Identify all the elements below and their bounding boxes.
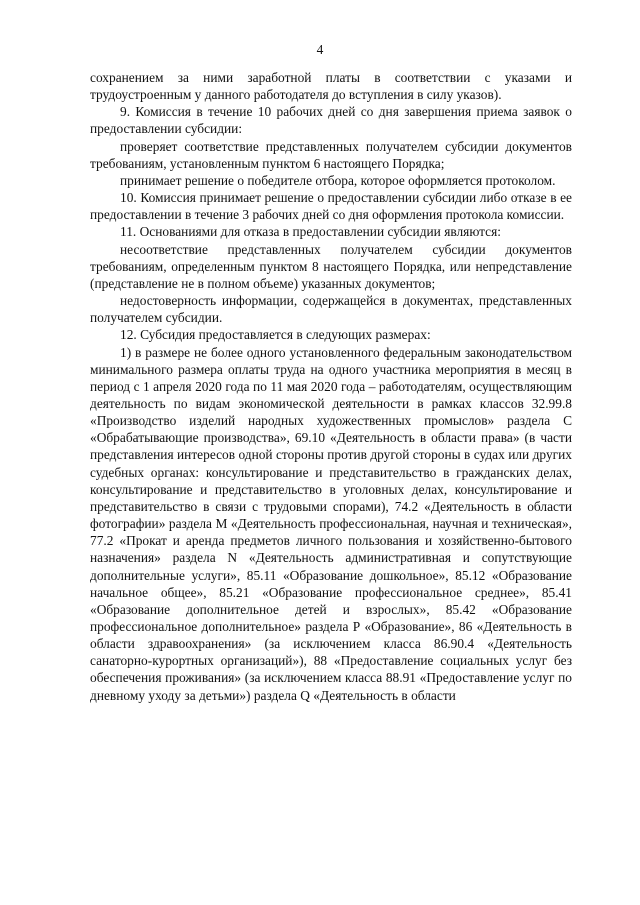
paragraph-item-11: 11. Основаниями для отказа в предоставлении субсидии являются: [120, 224, 502, 240]
paragraph-item-9-check: проверяет соответствие представленных получателем субсидии документов требованиям, установленным пунктом 6 настоящего Порядка; [90, 138, 572, 171]
paragraph-item-9: 9. Комиссия в течение 10 рабочих дней со дня завершения приема заявок о предоставлении субсидии: [90, 104, 572, 137]
paragraph-item-12: 12. Субсидия предоставляется в следующих размерах: [120, 327, 431, 343]
paragraph-item-9-decision: принимает решение о победителе отбора, которое оформляется протоколом. [120, 172, 556, 188]
body-text [90, 69, 572, 704]
paragraph-item-10: 10. Комиссия принимает решение о предоставлении субсидии либо отказе в ее предоставлении в течение 3 рабочих дней со дня оформления протокола комиссии. [90, 190, 572, 223]
paragraph-item-12-1: 1) в размере не более одного установленного федеральным законодательством минимального размера оплаты труда на одного участника мероприятия в месяц в период с 1 апреля 2020 года по 11 мая 2020 года – работодателям, осуществляющим деятельность по видам экономической деятельности в рамках классов 32.99.8 «Производство изделий народных художественных промыслов» раздела С «Обрабатывающие производства», 69.10 «Деятельность в области права» (в части представления интересов одной стороны против другой стороны в судах или других судебных органах: консультирование и представительство в гражданских делах, консультирование и представительство в уголовных делах, консультирование и представительство в связи с трудовыми спорами), 74.2 «Деятельность в области фотографии» раздела М «Деятельность профессиональная, научная и техническая», 77.2 «Прокат и аренда предметов личного пользования и хозяйственно-бытового назначения» раздела N «Деятельность административная и сопутствующие дополнительные услуги», 85.11 «Образование дошкольное», 85.12 «Образование начальное общее», 85.21 «Образование профессиональное среднее», 85.41 «Образование дополнительное детей и взрослых», 85.42 «Образование профессиональное дополнительное» раздела Р «Образование», 86 «Деятельность в области здравоохранения» (за исключением класса 86.90.4 «Деятельность санаторно-курортных организаций»), 88 «Предоставление социальных услуг без обеспечения проживания» (за исключением класса 88.91 «Предоставление услуг по дневному уходу за детьми») раздела Q «Деятельность в области [90, 344, 572, 703]
paragraph-continuation: сохранением за ними заработной платы в соответствии с указами и трудоустроенным у данного работодателя до вступления в силу указов). [90, 70, 572, 103]
page-number: 4 [316, 42, 324, 57]
paragraph-item-11-noncompliance: несоответствие представленных получателем субсидии документов требованиям, определенным пунктом 8 настоящего Порядка, или непредставление (представление не в полном объеме) указанных документов; [90, 241, 572, 291]
paragraph-item-11-unreliable: недостоверность информации, содержащейся в документах, представленных получателем субсидии. [90, 293, 572, 326]
